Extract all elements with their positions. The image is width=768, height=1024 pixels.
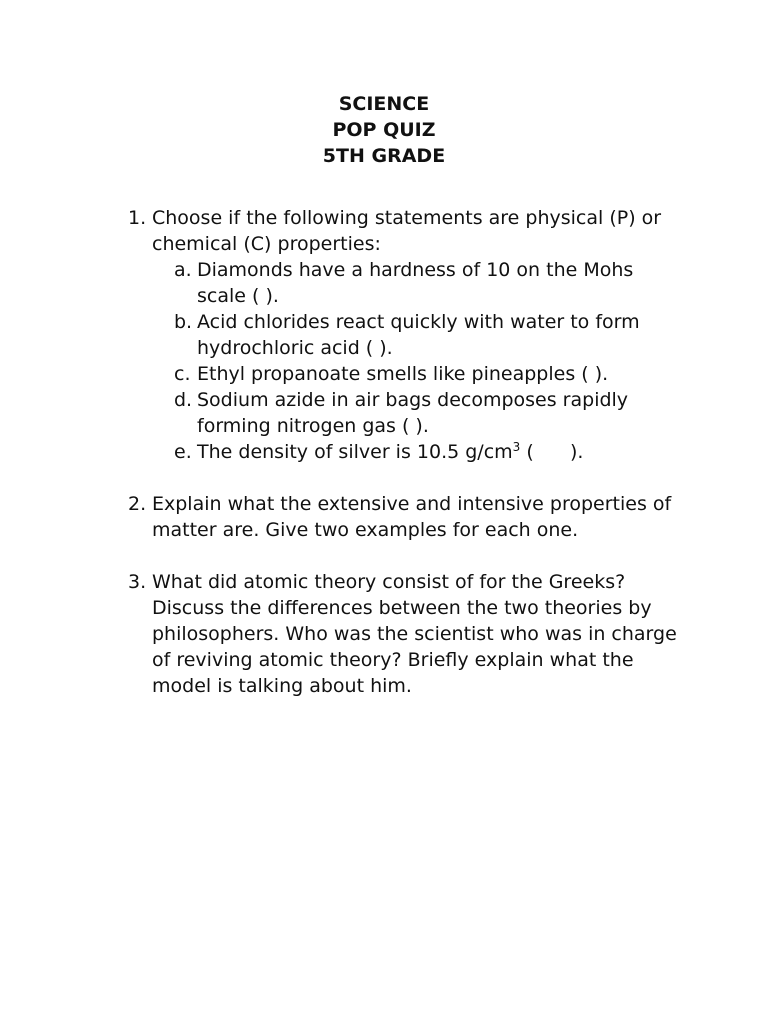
sub-question-c bbox=[152, 361, 688, 387]
title-subject: SCIENCE bbox=[338, 93, 430, 115]
sub-question-letter: c. bbox=[174, 363, 191, 385]
answer-blank: ( ). bbox=[520, 441, 584, 463]
sub-question-letter: d. bbox=[174, 389, 193, 411]
question-number: 2. bbox=[128, 493, 147, 515]
question-text: Explain what the extensive and intensive properties of matter are. Give two examples for each one. bbox=[152, 493, 672, 541]
title-quiz-type: POP QUIZ bbox=[332, 119, 436, 141]
density-text: The density of silver is 10.5 g/cm bbox=[197, 441, 513, 463]
sub-question-text: Sodium azide in air bags decomposes rapidly forming nitrogen gas ( ). bbox=[197, 389, 629, 437]
sub-question-text: Acid chlorides react quickly with water to form hydrochloric acid ( ). bbox=[197, 311, 640, 359]
sub-question-d bbox=[152, 387, 688, 439]
sub-question-a bbox=[152, 257, 688, 309]
question-text: Choose if the following statements are physical (P) or chemical (C) properties: bbox=[152, 207, 662, 255]
sub-question-b bbox=[152, 309, 688, 361]
question-1 bbox=[128, 205, 688, 465]
sub-question-letter: b. bbox=[174, 311, 193, 333]
question-text: What did atomic theory consist of for the Greeks? Discuss the differences between the two theories by philosophers. Who was the scientist who was in charge of reviving atomic theory? Briefly explain what the model is talking about him. bbox=[152, 571, 677, 697]
unit-superscript: 3 bbox=[512, 440, 521, 454]
sub-question-text bbox=[197, 441, 583, 463]
question-2 bbox=[128, 491, 688, 543]
question-number: 3. bbox=[128, 571, 147, 593]
question-list bbox=[128, 205, 688, 699]
quiz-title bbox=[0, 91, 768, 169]
sub-question-text: Diamonds have a hardness of 10 on the Mohs scale ( ). bbox=[197, 259, 634, 307]
sub-question-letter: a. bbox=[174, 259, 192, 281]
sub-question-list bbox=[152, 257, 688, 465]
title-grade: 5TH GRADE bbox=[322, 145, 446, 167]
question-3 bbox=[128, 569, 688, 699]
sub-question-letter: e. bbox=[174, 441, 192, 463]
sub-question-text: Ethyl propanoate smells like pineapples ( ). bbox=[197, 363, 609, 385]
sub-question-e bbox=[152, 439, 688, 465]
question-number: 1. bbox=[128, 207, 147, 229]
